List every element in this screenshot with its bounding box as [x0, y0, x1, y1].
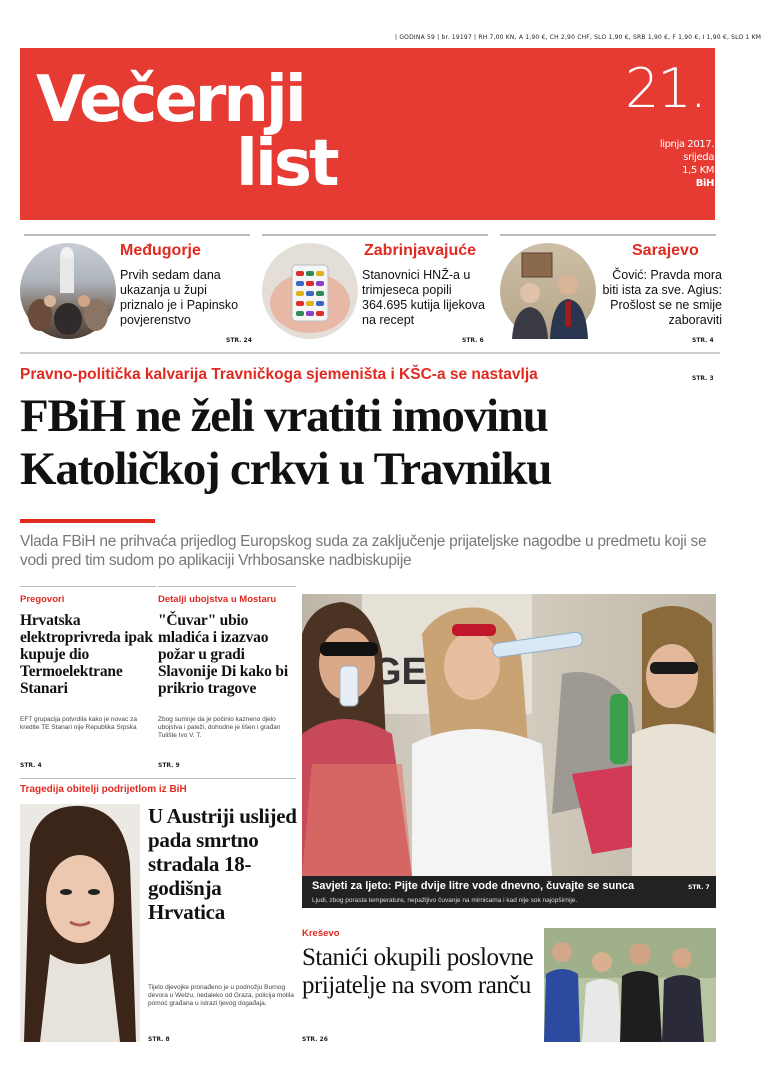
main-photo-summer[interactable] — [302, 594, 716, 876]
col2-kicker[interactable]: Detalji ubojstva u Mostaru — [158, 594, 277, 605]
logo-vecernji: Večernji — [36, 63, 304, 137]
teaser-title-zabrinjavajuce[interactable]: Zabrinjavajuće — [364, 242, 477, 259]
column-rule — [158, 586, 296, 587]
issue-weekday: srijeda — [683, 152, 714, 163]
kresevo-page-ref: STR. 26 — [302, 1036, 328, 1043]
column-rule — [20, 778, 296, 779]
col1-text: EFT grupacija potvrdila kako je novac za kredite TE Stanari nije Republika Srpska — [20, 716, 137, 731]
teaser-pills-photo[interactable] — [262, 243, 358, 339]
issue-month-year: lipnja 2017. — [659, 139, 714, 150]
issue-day: 21. — [625, 57, 705, 120]
teaser-rule — [262, 234, 488, 236]
teaser-page-ref: STR. 24 — [226, 337, 252, 344]
teaser-rule — [500, 234, 716, 236]
col1-kicker[interactable]: Pregovori — [20, 594, 65, 605]
building-sign-text: GE — [372, 651, 427, 693]
col2-text: Zbog sumnje da je počinio kazneno djelo ubojstva i paleži, dohodne je lišen i građan Tulište Ivo V. T. — [158, 716, 281, 739]
lead-standfirst: Vlada FBiH ne prihvaća prijedlog Europskog suda za zaključenje prijateljske nagodbe u predmetu koji se vodi pred tim sudom po aplikaciji Vrhbosanske nadbiskupije — [20, 533, 707, 569]
issue-price: 1,5 KM — [682, 165, 714, 176]
teaser-title-sarajevo[interactable]: Sarajevo — [632, 242, 699, 259]
group-illustration — [544, 928, 716, 1042]
teaser-page-ref: STR. 4 — [692, 337, 714, 344]
teaser-rule — [24, 234, 250, 236]
col2-page-ref: STR. 9 — [158, 762, 180, 769]
issue-info-line: | GODINA 59 | br. 19197 | RH 7,00 KN, A 1,90 €, CH 2,90 CHF, SLO 1,90 €, SRB 1,90 €, F 1,90 €, I 1,90 €, SLO 1 KM — [395, 34, 761, 41]
austria-headline[interactable]: U Austriji uslijed pada smrtno stradala 18-godišnja Hrvatica — [148, 804, 297, 924]
lead-headline-line2: Katoličkoj crkvi u Travniku — [20, 443, 552, 495]
austria-page-ref: STR. 8 — [148, 1036, 170, 1043]
pills-illustration — [262, 243, 358, 339]
crowd-illustration — [20, 243, 116, 339]
teaser-text-sarajevo[interactable]: Čović: Pravda mora biti ista za sve. Agius: Prošlost se ne smije zaboraviti — [602, 268, 722, 327]
column-rule — [20, 586, 156, 587]
lead-headline[interactable] — [20, 390, 720, 496]
accent-bar — [20, 519, 155, 523]
teaser-page-ref: STR. 6 — [462, 337, 484, 344]
teaser-text-medjugorje[interactable]: Prvih sedam dana ukazanja u župi priznalo je i Papinsko povjerenstvo — [120, 268, 239, 327]
photo-caption[interactable]: Savjeti za ljeto: Pijte dvije litre vode dnevno, čuvajte se sunca — [312, 880, 635, 892]
lead-headline-line1: FBiH ne želi vratiti imovinu — [20, 390, 548, 442]
austria-kicker[interactable]: Tragedija obitelji podrijetlom iz BiH — [20, 784, 187, 795]
col1-headline[interactable]: Hrvatska elektroprivreda ipak kupuje dio Termoelektrane Stanari — [20, 612, 153, 697]
politicians-illustration — [500, 243, 596, 339]
teaser-sarajevo-photo[interactable] — [500, 243, 596, 339]
teaser-title-medjugorje[interactable]: Međugorje — [120, 242, 201, 259]
col2-headline[interactable]: "Čuvar" ubio mladića i izazvao požar u gradi Slavonije Di kako bi prikrio tragove — [158, 612, 288, 697]
section-divider — [20, 352, 720, 354]
issue-edition: BiH — [695, 178, 714, 189]
lead-kicker[interactable]: Pravno-politička kalvarija Travničkoga sjemeništa i KŠC-a se nastavlja — [20, 366, 538, 383]
austria-text: Tijelo djevojke pronađeno je u podnožju Burnog devora u Welzu, nedaleko od Graza, policija molila pomoć građana u istrazi ljevog događaja. — [148, 984, 294, 1007]
photo-subcaption: Ljudi, zbog porasta temperature, nepažljivo čuvanje na mirnicama i kad nije sok najopširnije. — [312, 897, 578, 904]
kresevo-headline[interactable]: Stanići okupili poslovne prijatelje na svom ranču — [302, 944, 534, 999]
teaser-medjugorje-photo[interactable] — [20, 243, 116, 339]
teaser-text-zabrinjavajuce[interactable]: Stanovnici HNŽ-a u trimjeseca popili 364.695 kutija lijekova na recept — [362, 268, 485, 327]
women-drinking-water-illustration — [302, 594, 716, 876]
photo-page-ref: STR. 7 — [688, 884, 710, 891]
kresevo-photo[interactable] — [544, 928, 716, 1042]
kresevo-kicker[interactable]: Kreševo — [302, 928, 340, 939]
lead-page-ref: STR. 3 — [692, 375, 714, 382]
austria-photo[interactable] — [20, 804, 140, 1042]
portrait-illustration — [20, 804, 140, 1042]
logo-list: list — [236, 127, 337, 201]
col1-page-ref: STR. 4 — [20, 762, 42, 769]
